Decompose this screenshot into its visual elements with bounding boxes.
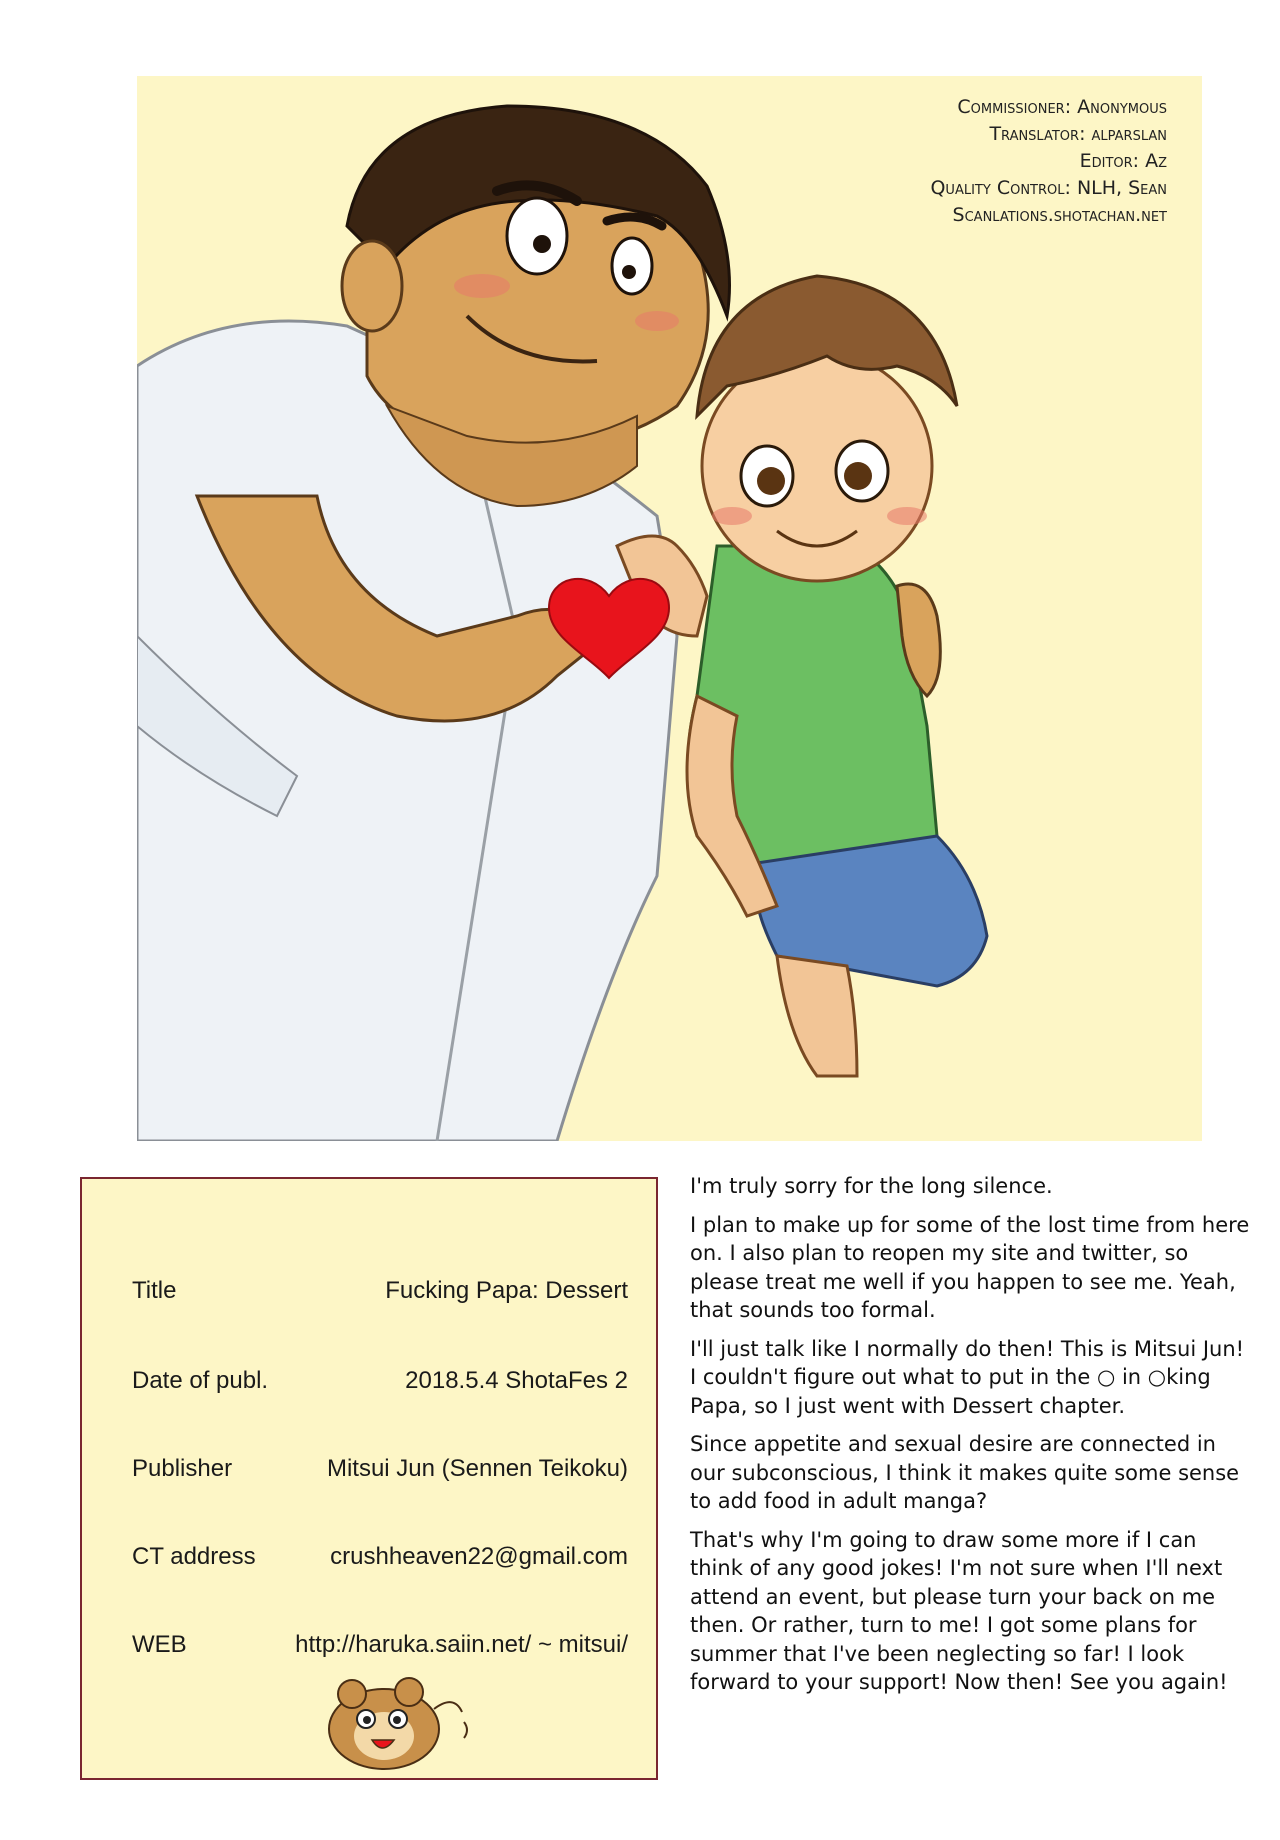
- info-row-date: [132, 1367, 628, 1395]
- info-value: http://haruka.saiin.net/ ~ mitsui/: [295, 1631, 628, 1658]
- credit-translator: Translator: alparslan: [989, 123, 1167, 145]
- info-label: CT address: [132, 1543, 256, 1570]
- credit-quality-control: Quality Control: NLH, Sean: [930, 177, 1167, 199]
- info-value: Fucking Papa: Dessert: [385, 1277, 628, 1304]
- message-paragraph: I'll just talk like I normally do then! This is Mitsui Jun! I couldn't figure out what to put in the ○ in ○king Papa, so I just went with Dessert chapter.: [690, 1336, 1245, 1418]
- info-label: Title: [132, 1277, 177, 1304]
- mascot-hamster-icon: [314, 1664, 474, 1774]
- info-row-publisher: [132, 1455, 628, 1483]
- info-label: Publisher: [132, 1455, 233, 1482]
- credits-block: [930, 94, 1167, 229]
- cover-illustration: [137, 76, 1202, 1141]
- info-row-contact: [132, 1543, 628, 1571]
- info-row-web: [132, 1631, 628, 1659]
- message-paragraph: That's why I'm going to draw some more if I can think of any good jokes! I'm not sure when I'll next attend an event, but please turn your back on me then. Or rather, turn to me! I got some plans for summer that I've been neglecting so far! I look forward to your support! Now then! See you again!: [690, 1527, 1228, 1694]
- info-row-title: [132, 1277, 628, 1305]
- info-value: crushheaven22@gmail.com: [330, 1543, 628, 1570]
- author-message: [690, 1172, 1250, 1707]
- message-paragraph: I'm truly sorry for the long silence.: [690, 1174, 1053, 1198]
- publication-info-panel: [80, 1177, 658, 1780]
- info-label: Date of publ.: [132, 1367, 269, 1394]
- message-paragraph: Since appetite and sexual desire are connected in our subconscious, I think it makes quite some sense to add food in adult manga?: [690, 1432, 1240, 1513]
- illustration-drawing: [137, 76, 1202, 1141]
- info-label: WEB: [132, 1631, 187, 1658]
- message-paragraph: I plan to make up for some of the lost time from here on. I also plan to reopen my site and twitter, so please treat me well if you happen to see me. Yeah, that sounds too formal.: [690, 1212, 1250, 1322]
- credit-editor: Editor: Az: [1079, 150, 1167, 172]
- credit-commissioner: Commissioner: Anonymous: [957, 96, 1167, 118]
- info-value: Mitsui Jun (Sennen Teikoku): [326, 1455, 628, 1482]
- info-value: 2018.5.4 ShotaFes 2: [405, 1367, 628, 1394]
- credit-site: Scanlations.shotachan.net: [952, 204, 1167, 226]
